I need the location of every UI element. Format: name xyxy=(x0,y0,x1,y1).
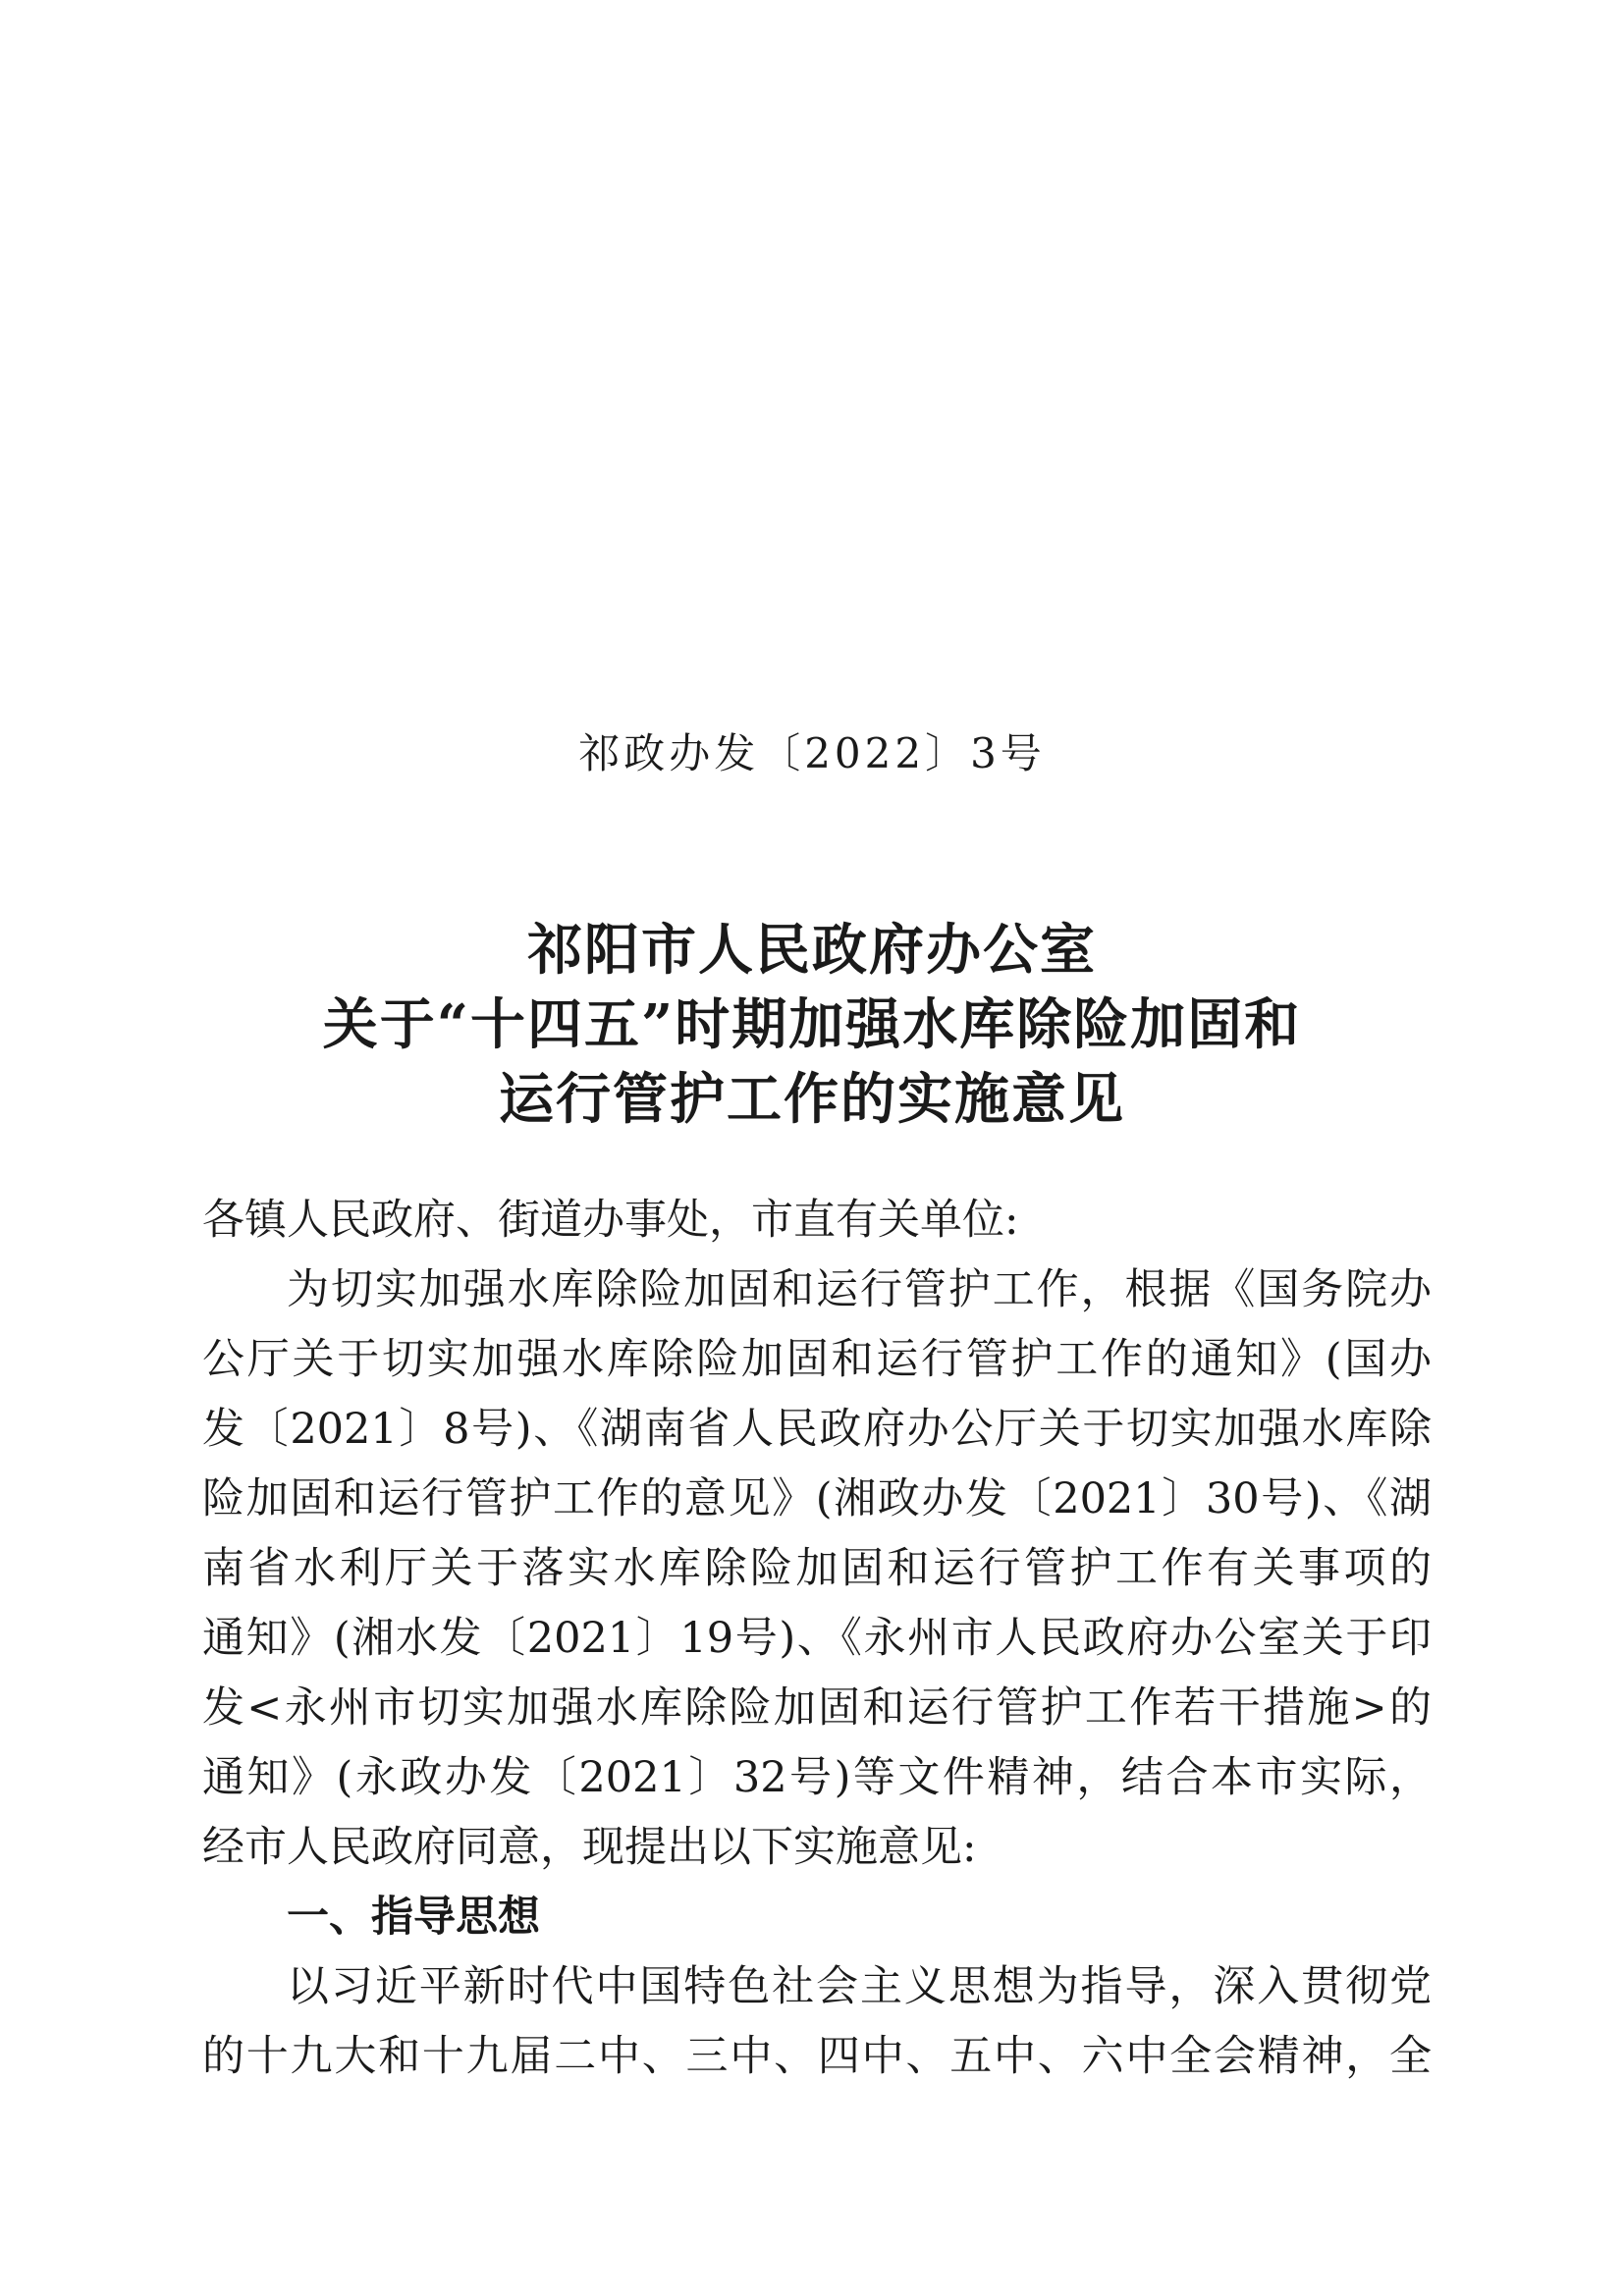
paragraph1-line-4: 险加固和运行管护工作的意见》(湘政办发〔2021〕30号)、《湖 xyxy=(202,1474,1432,1523)
document-title xyxy=(0,913,1624,1137)
paragraph1-line-2: 公厅关于切实加强水库除险加固和运行管护工作的通知》(国办 xyxy=(202,1335,1432,1384)
paragraph1-line-8: 通知》(永政办发〔2021〕32号)等文件精神，结合本市实际， xyxy=(202,1753,1432,1802)
paragraph2-line-1: 以习近平新时代中国特色社会主义思想为指导，深入贯彻党 xyxy=(287,1962,1432,2011)
paragraph1-line-6: 通知》(湘水发〔2021〕19号)、《永州市人民政府办公室关于印 xyxy=(202,1614,1432,1663)
paragraph1-line-9: 经市人民政府同意，现提出以下实施意见: xyxy=(202,1823,977,1872)
section1-heading: 一、指导思想 xyxy=(287,1893,540,1942)
paragraph1-line-7: 发<永州市切实加强水库除险加固和运行管护工作若干措施>的 xyxy=(202,1683,1432,1733)
document-body xyxy=(202,1186,1432,2092)
paragraph2-line-2: 的十九大和十九届二中、三中、四中、五中、六中全会精神，全 xyxy=(202,2032,1432,2081)
salutation: 各镇人民政府、街道办事处，市直有关单位: xyxy=(202,1196,1019,1245)
paragraph1-line-1: 为切实加强水库除险加固和运行管护工作，根据《国务院办 xyxy=(287,1265,1432,1314)
title-line-1: 祁阳市人民政府办公室 xyxy=(527,918,1097,983)
document-number: 祁政办发〔2022〕3号 xyxy=(578,729,1046,777)
title-line-2: 关于“十四五”时期加强水库除险加固和 xyxy=(322,992,1302,1057)
title-line-3: 运行管护工作的实施意见 xyxy=(499,1067,1125,1132)
paragraph1-line-3: 发〔2021〕8号)、《湖南省人民政府办公厅关于切实加强水库除 xyxy=(202,1405,1432,1454)
paragraph1-line-5: 南省水利厅关于落实水库除险加固和运行管护工作有关事项的 xyxy=(202,1544,1432,1593)
